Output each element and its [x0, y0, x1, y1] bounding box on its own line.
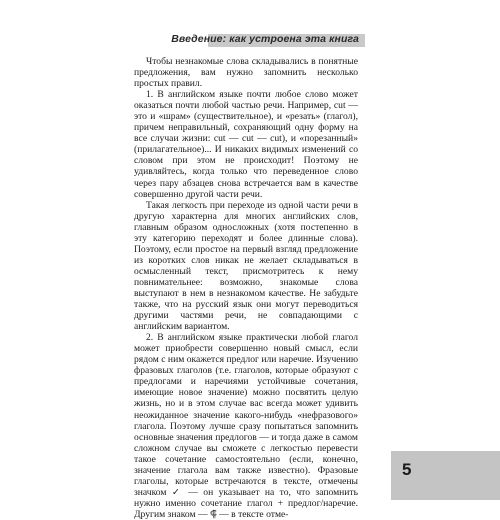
running-header-title: Введение: как устроена эта книга — [171, 33, 359, 45]
paragraph: 2. В английском языке практически любой глагол может приобрести совершенно новый смысл, если рядом с ним окажется предлог или наречие. Изучению фразовых глаголов (т.е. глаголов, которые образуют с предлогами и наречиями устойчивые сочетания, имеющие новое значение) можно посвятить целую жизнь, но и в этом случае вас всегда может удивить неожиданное значение какого-нибудь «нефразового» глагола. Поэтому лучше сразу попытаться запомнить основные значения предлогов — и тогда даже в самом сложном случае вы сможете с легкостью перевести такое сочетание самостоятельно (если, конечно, значение глагола вам также известно). Фразовые глаголы, которые встречаются в тексте, отмечены значком ✓ — он указывает на то, что запомнить нужно именно сочетание глагол + предлог/наречие. Другим знаком — ⸿ — в тексте отме- — [134, 332, 358, 520]
paragraph: Чтобы незнакомые слова складывались в понятные предложения, вам нужно запомнить несколько простых правил. — [134, 56, 358, 90]
page-number-tab — [391, 451, 500, 500]
page-number: 5 — [402, 460, 412, 479]
page-body — [134, 56, 358, 520]
paragraph: 1. В английском языке почти любое слово может оказаться почти любой частью речи. Например, cut — это и «шрам» (существительное), и «резать» (глагол), причем неправильный, сохраняющий одну форму на все случаи жизни: cut — cut — cut), и «порезанный» (прилагательное)... И никаких видимых изменений со словом при этом не происходит! Поэтому не удивляйтесь, когда только что переведенное слово через пару абзацев снова встречается вам в качестве совершенно другой части речи. — [134, 89, 358, 200]
paragraph: Такая легкость при переходе из одной части речи в другую характерна для многих английских слов, главным образом односложных (хотя постепенно в эту категорию переходят и более длинные слова). Поэтому, если простое на первый взгляд предложение из коротких слов никак не желает складываться в осмысленный текст, присмотритесь к нему повнимательнее: возможно, знакомые слова выступают в нем в незнакомом качестве. Не забудьте также, что на русский язык они могут переводиться другими частями речи, не совпадающими с английским вариантом. — [134, 199, 358, 333]
running-header — [171, 33, 365, 47]
